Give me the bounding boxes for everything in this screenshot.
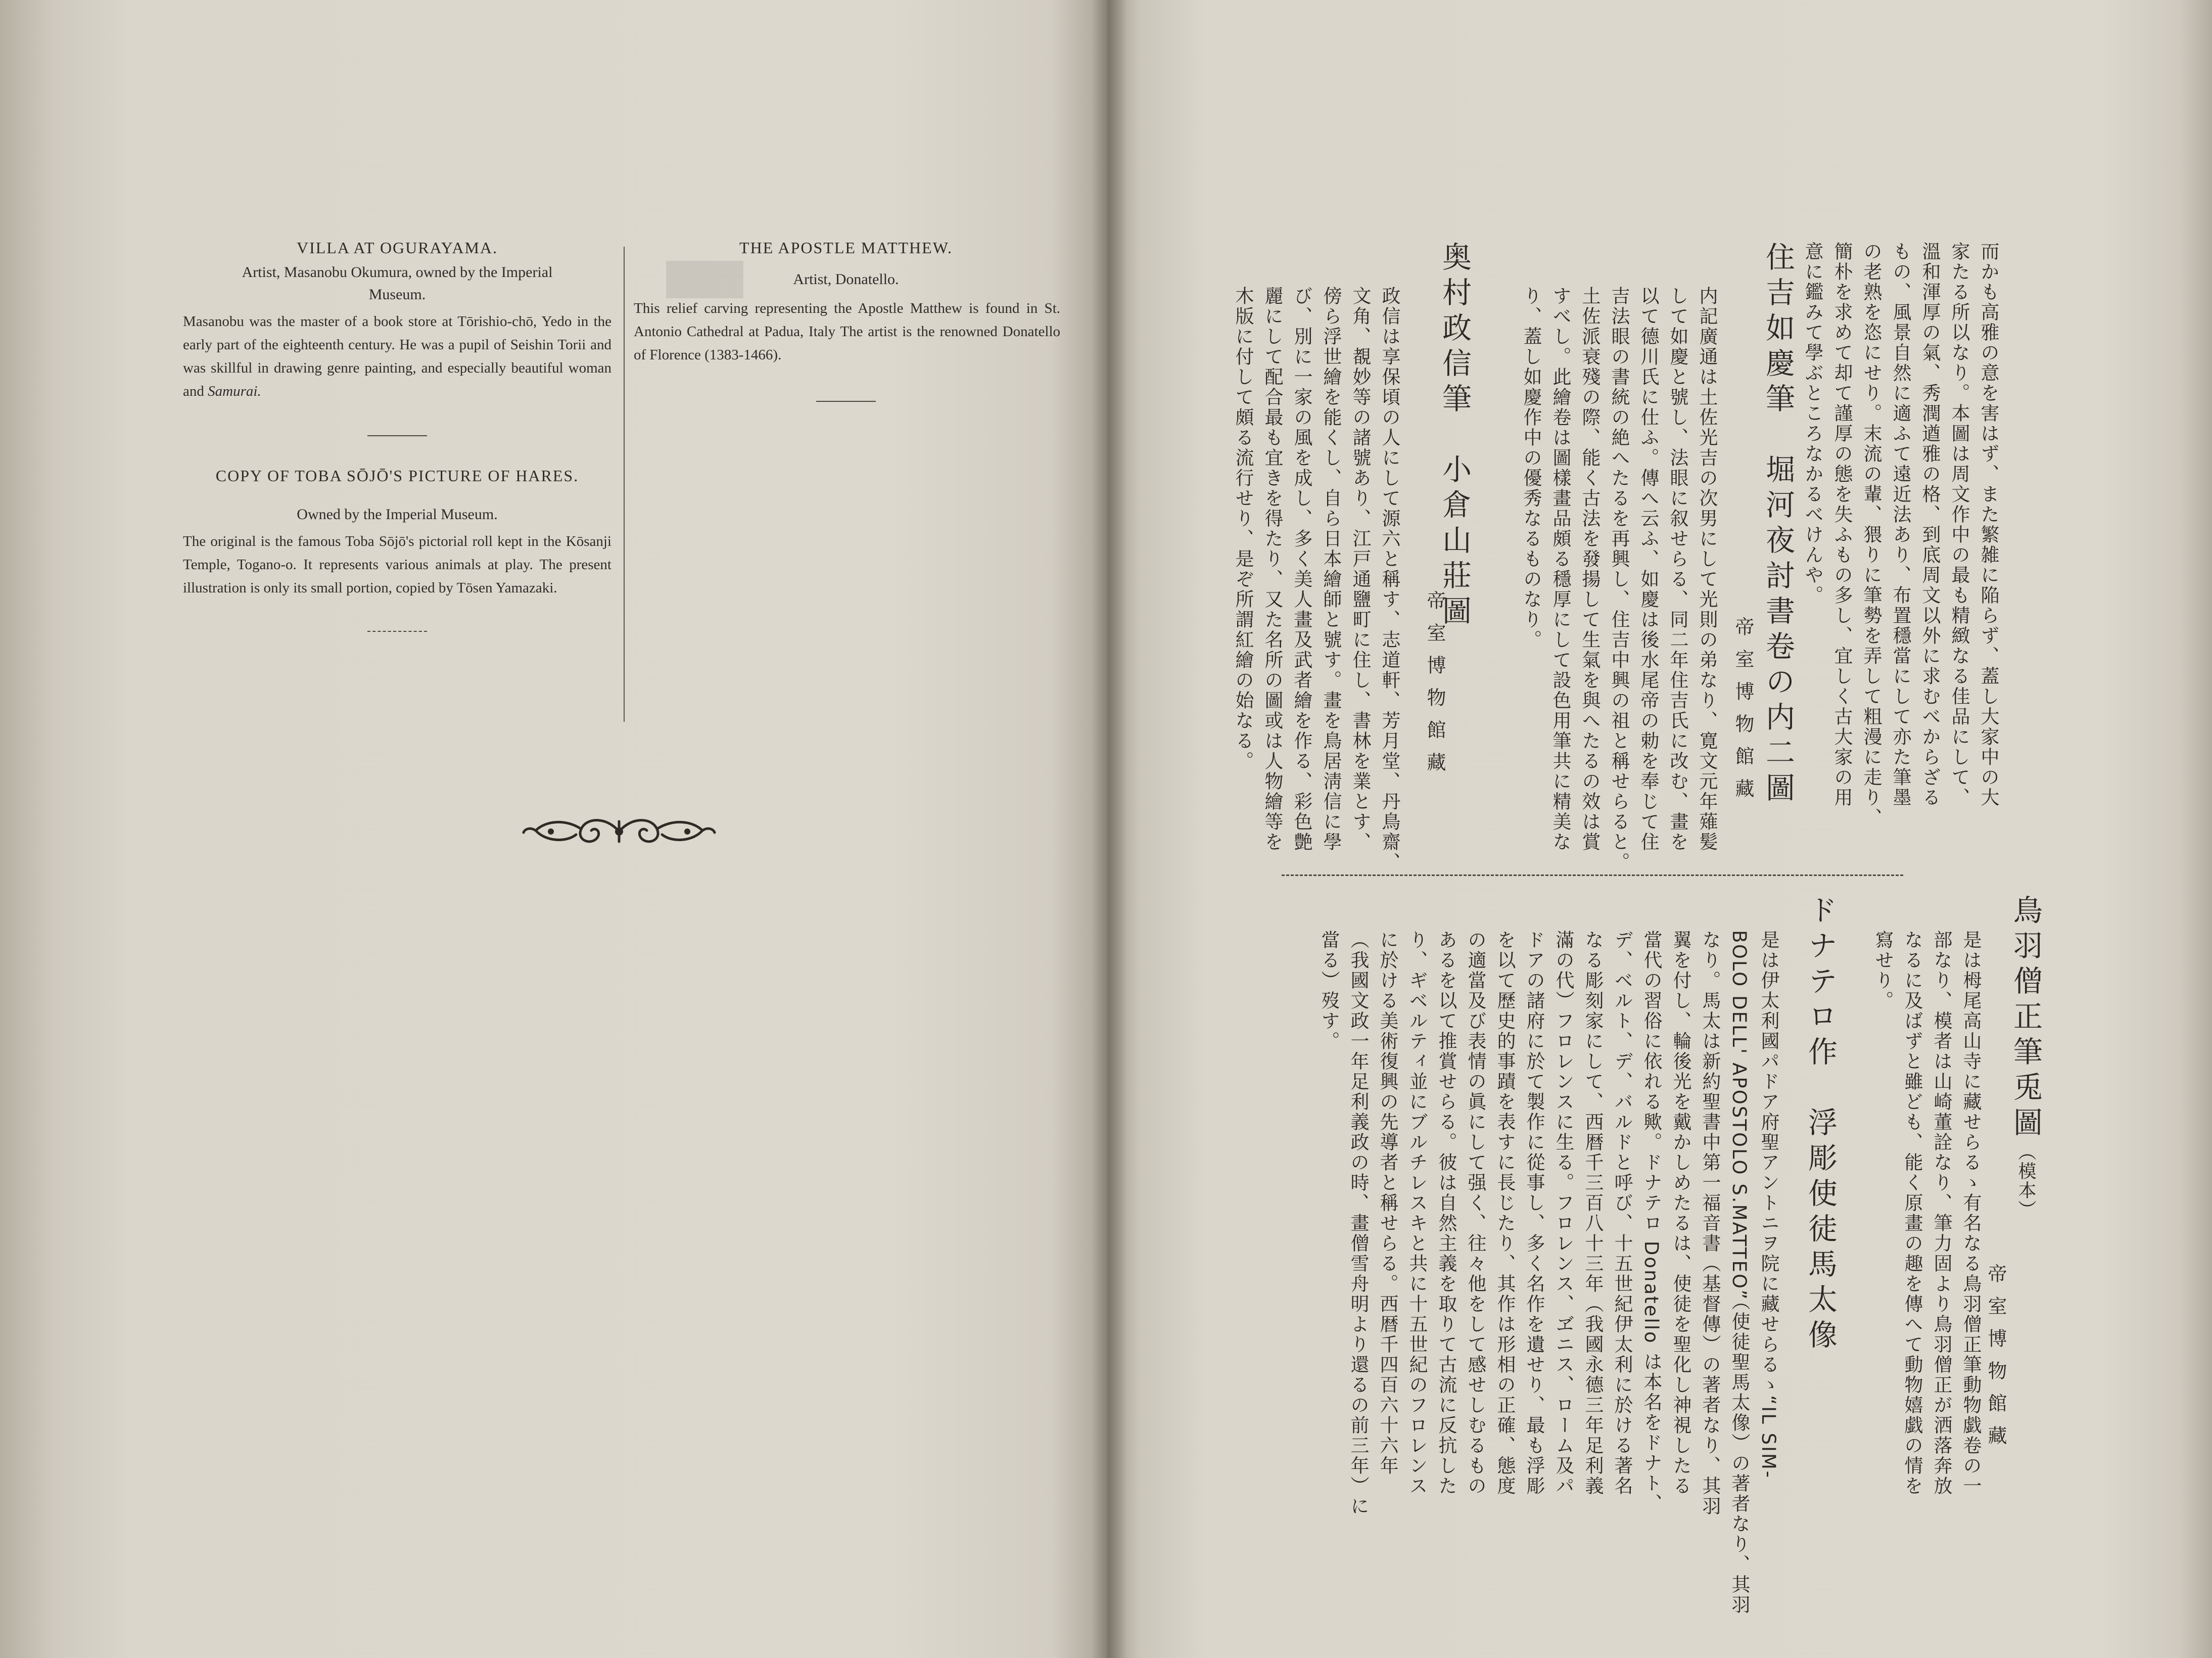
text-line: の老熟を恣にせり。末流の輩、猥りに筆勢を弄して粗漫に走り、 (1860, 242, 1882, 828)
text-line: り、ギベルティ並にブルチレスキと共に十五世紀のフロレンス (1406, 930, 1428, 1496)
text-line: に於ける美術復興の先導者と稱せらる。西暦千四百六十六年 (1377, 930, 1398, 1476)
text-line: 以て德川氏に仕ふ。傳へ云ふ、如慶は後水尾帝の勅を奉じて住 (1637, 286, 1659, 852)
section-body-sumiyoshi (1516, 286, 1721, 872)
text-line: 政信は享保頃の人にして源六と稱す、志道軒、芳月堂、丹鳥齋、 (1379, 286, 1400, 872)
section-title-okumura: 奥村政信筆 小倉山莊圖 (1437, 242, 1472, 631)
text-line: 當る）歿す。 (1318, 930, 1340, 1051)
text-line: り、蓋し如慶作中の優秀なるものなり。 (1520, 286, 1542, 650)
text-line: 傍ら浮世繪を能くし、自ら日本繪師と號す。畫を鳥居淸信に學 (1320, 286, 1342, 852)
text-line: 當代の習俗に依れる歟。ドナテロ Donatello は本名をドナト、 (1640, 930, 1662, 1514)
text-line: 翼を付し、輪後光を戴かしめたるは、使徒を聖化し神視したる (1670, 930, 1691, 1496)
text-line: 是は栂尾高山寺に藏せらるゝ有名なる鳥羽僧正筆動物戯卷の一 (1960, 930, 1982, 1496)
caption-attribution-toba: Owned by the Imperial Museum. (297, 506, 498, 523)
caption-heading-apostle: THE APOSTLE MATTHEW. (739, 239, 953, 257)
text-line: 部なり、模者は山崎董詮なり、筆力固より鳥羽僧正が洒落奔放 (1931, 930, 1952, 1496)
caption-body-villa-italic: Samurai. (208, 383, 261, 399)
caption-divider (367, 631, 427, 633)
section-title-donatello: ドナテロ作 浮彫使徒馬太像 (1803, 895, 1838, 1355)
caption-column-left (183, 239, 611, 633)
text-line: あるを以て推賞せらる。彼は自然主義を取りて古流に反抗した (1435, 930, 1457, 1496)
text-line: して如慶と號し、法眼に叙せらる、同二年住吉氏に改む、畫を (1667, 286, 1688, 852)
text-line: 文角、覩妙等の諸號あり、江戸通鹽町に住し、書林を業とす、 (1349, 286, 1371, 852)
caption-divider (816, 401, 876, 402)
section-title-toba-text: 鳥羽僧正筆兎圖 (2008, 895, 2043, 1142)
caption-body-villa (183, 310, 611, 403)
text-line: 内記廣通は土佐光吉の次男にして光則の弟なり、寛文元年薙髪 (1696, 286, 1718, 852)
caption-heading-toba: COPY OF TOBA SŌJŌ'S PICTURE OF HARES. (215, 467, 579, 485)
section-credit-sumiyoshi: 帝室博物館藏 (1732, 617, 1754, 811)
text-line: 溫和渾厚の氣、秀潤遒雅の格、到底周文以外に求むべからざる (1919, 242, 1941, 808)
section-title-toba-note: （模本） (2015, 1142, 2036, 1219)
text-line: 木版に付して頗る流行せり、是ぞ所謂紅繪の始なる。 (1232, 286, 1254, 771)
text-line: 土佐派衰殘の際、能く古法を發揚して生氣を與へたるの效は賞 (1579, 286, 1601, 852)
column-divider (624, 247, 625, 722)
caption-heading-villa: VILLA AT OGURAYAMA. (296, 239, 498, 257)
section-body-okumura (1228, 286, 1404, 872)
text-line: 麗にして配合最も宜きを得たり、又た名所の圖或は人物繪等を (1261, 286, 1283, 852)
text-line: の適當及び表情の眞にして强く、往々他をして感せしむるもの (1465, 930, 1486, 1496)
caption-column-right (632, 239, 1060, 402)
fleuron-ornament-icon (521, 811, 718, 852)
book-gutter (1092, 0, 1127, 1658)
section-body-toba (1868, 930, 1985, 1496)
caption-body-villa-text: Masanobu was the master of a book store at Tōrishio-chō, Yedo in the early part of the eighteenth century. He was a pupil of Seishin Torii and was skillful in drawing genre painting, and especially beautiful woman and (183, 313, 611, 399)
text-line: もの、風景自然に適ふて遠近法あり、布置穩當にして亦た筆墨 (1890, 242, 1911, 808)
section-credit-okumura: 帝室博物館藏 (1424, 590, 1446, 785)
text-line: 家たる所以なり。本圖は周文作中の最も精緻なる佳品にして、 (1948, 242, 1970, 808)
section-divider (1282, 874, 1903, 876)
text-line: 是は伊太利國パドア府聖アントニヲ院に藏せらるゝ“IL SIM- (1758, 930, 1779, 1480)
text-line: び、別に一家の風を成し、多く美人畫及武者繪を作る、彩色艶 (1291, 286, 1312, 852)
intro-text (1798, 242, 2003, 863)
bleed-through-shadow: ▬ (657, 212, 752, 330)
text-line: ドアの諸府に於て製作に從事し、多く名作を遺せり、最も浮彫 (1523, 930, 1545, 1496)
caption-body-toba: The original is the famous Toba Sōjō's pictorial roll kept in the Kōsanji Temple, Togano-o. It represents various animals at play. The present illustration is only its small portion, copied by Tōsen Yamazaki. (183, 533, 611, 596)
text-line: 滿の代）フロレンスに生る。フロレンス、ヹニス、ローム及パ (1552, 930, 1574, 1496)
text-line: 而かも高雅の意を害はず、また繁雑に陥らず、蓋し大家中の大 (1978, 242, 1999, 808)
section-title-toba (2004, 895, 2047, 1219)
caption-attribution-villa: Artist, Masanobu Okumura, owned by the Imperial Museum. (242, 264, 553, 303)
text-line: 吉法眼の書統の絶へたるを再興し、住吉中興の祖と稱せらると。 (1608, 286, 1630, 872)
text-line: 意に鑑みて學ぶところなかるべけんや。 (1802, 242, 1823, 606)
text-line: を以て歷史的事蹟を表すに長じたり、其作は形相の正確、態度 (1494, 930, 1516, 1496)
text-line: 寫せり。 (1872, 930, 1894, 1011)
text-line: なるに及ばずと雖ども、能く原畫の趣を傳へて動物嬉戯の情を (1901, 930, 1923, 1496)
section-credit-toba: 帝室博物館藏 (1985, 1264, 2007, 1458)
text-line: デ、ベルト、デ、バルドと呼び、十五世紀伊太利に於ける著名 (1611, 930, 1633, 1496)
section-title-sumiyoshi: 住吉如慶筆 堀河夜討書卷の内二圖 (1761, 242, 1795, 808)
text-line: 簡朴を求めて却て謹厚の態を失ふもの多し、宜しく古大家の用 (1831, 242, 1853, 808)
text-line: BOLO DELL' APOSTOLO S.MATTEO”（使徒聖馬太像）の著者なり、其羽 (1728, 930, 1750, 1615)
text-line: なる彫刻家にして、西暦千三百八十三年（我國永德三年足利義 (1582, 930, 1604, 1496)
caption-attribution-apostle: Artist, Donatello. (793, 271, 899, 288)
caption-divider (367, 435, 427, 436)
section-body-donatello (1314, 930, 1783, 1615)
text-line: なり。馬太は新約聖書中第一福音書（基督傳）の著者なり、其羽 (1699, 930, 1721, 1516)
text-line: すべし。此繪卷は圖樣畫品頗る穩厚にして設色用筆共に精美な (1549, 286, 1571, 852)
caption-body-apostle: This relief carving representing the Apostle Matthew is found in St. Antonio Cathedral at Padua, Italy The artist is the renowned Donatello of Florence (1383-1466). (634, 300, 1060, 363)
text-line: （我國文政一年足利義政の時、畫僧雪舟明より還るの前三年）に (1347, 930, 1369, 1516)
